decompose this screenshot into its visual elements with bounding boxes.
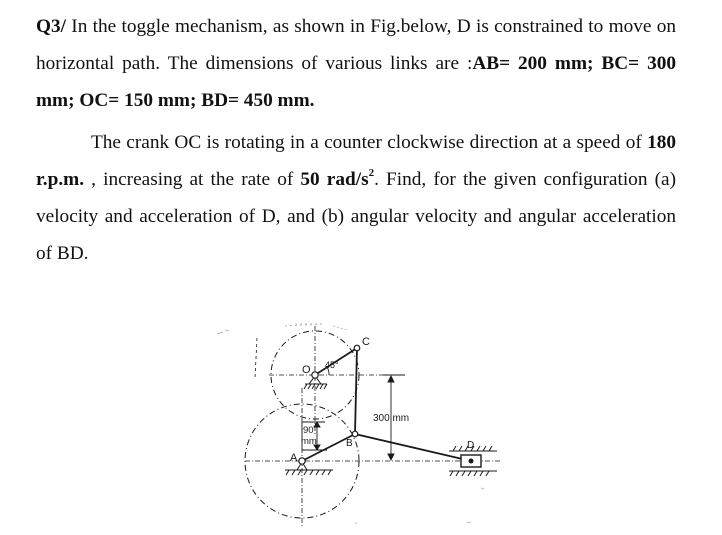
paragraph-2-part-b: , increasing at the rate of <box>84 169 301 190</box>
dimension-bc: BC= 300 mm; <box>36 53 676 111</box>
acceleration-exponent: 2 <box>368 167 375 179</box>
toggle-mechanism-figure <box>205 318 505 535</box>
joint-b <box>352 431 358 437</box>
left-guide-line <box>255 338 257 378</box>
label-c: C <box>362 336 370 348</box>
problem-paragraph-1 <box>36 8 676 119</box>
crank-speed: 180 r.p.m. <box>36 132 676 190</box>
joint-a <box>299 458 305 464</box>
paragraph-2-part-a: The crank OC is rotating in a counter clockwise direction at a speed of <box>91 132 648 153</box>
dimension-ab: AB= 200 mm; <box>472 53 594 74</box>
scan-noise <box>217 324 484 523</box>
label-300-mm: 300 mm <box>373 413 410 424</box>
problem-paragraph-2 <box>36 124 676 272</box>
question-label: Q3/ <box>36 16 66 37</box>
mechanism-diagram <box>205 318 505 530</box>
paragraph-2-part-c: . Find, for the given configuration (a) velocity and acceleration of D, and (b) angular velocity and angular acceleration of BD. <box>36 169 676 264</box>
joint-c <box>354 345 360 351</box>
dimension-bd: BD= 450 mm. <box>201 90 315 111</box>
label-b: B <box>346 438 353 449</box>
label-o: O <box>302 364 311 376</box>
label-90: 90 <box>303 425 314 436</box>
question-intro: In the toggle mechanism, as shown in Fig.below, D is constrained to move on horizontal path. The dimensions of various links are : <box>36 16 676 74</box>
dimension-oc: OC= 150 mm; <box>79 90 197 111</box>
problem-text <box>36 8 676 272</box>
label-a: A <box>290 452 298 464</box>
label-90-mm: mm <box>301 436 317 447</box>
angular-acceleration-value: 50 rad/$s^2$ <box>300 167 375 190</box>
label-d: D <box>467 440 475 451</box>
label-angle: 45° <box>325 360 339 370</box>
link-bc <box>355 348 357 434</box>
joint-o <box>312 372 318 378</box>
link-bd <box>355 434 471 461</box>
